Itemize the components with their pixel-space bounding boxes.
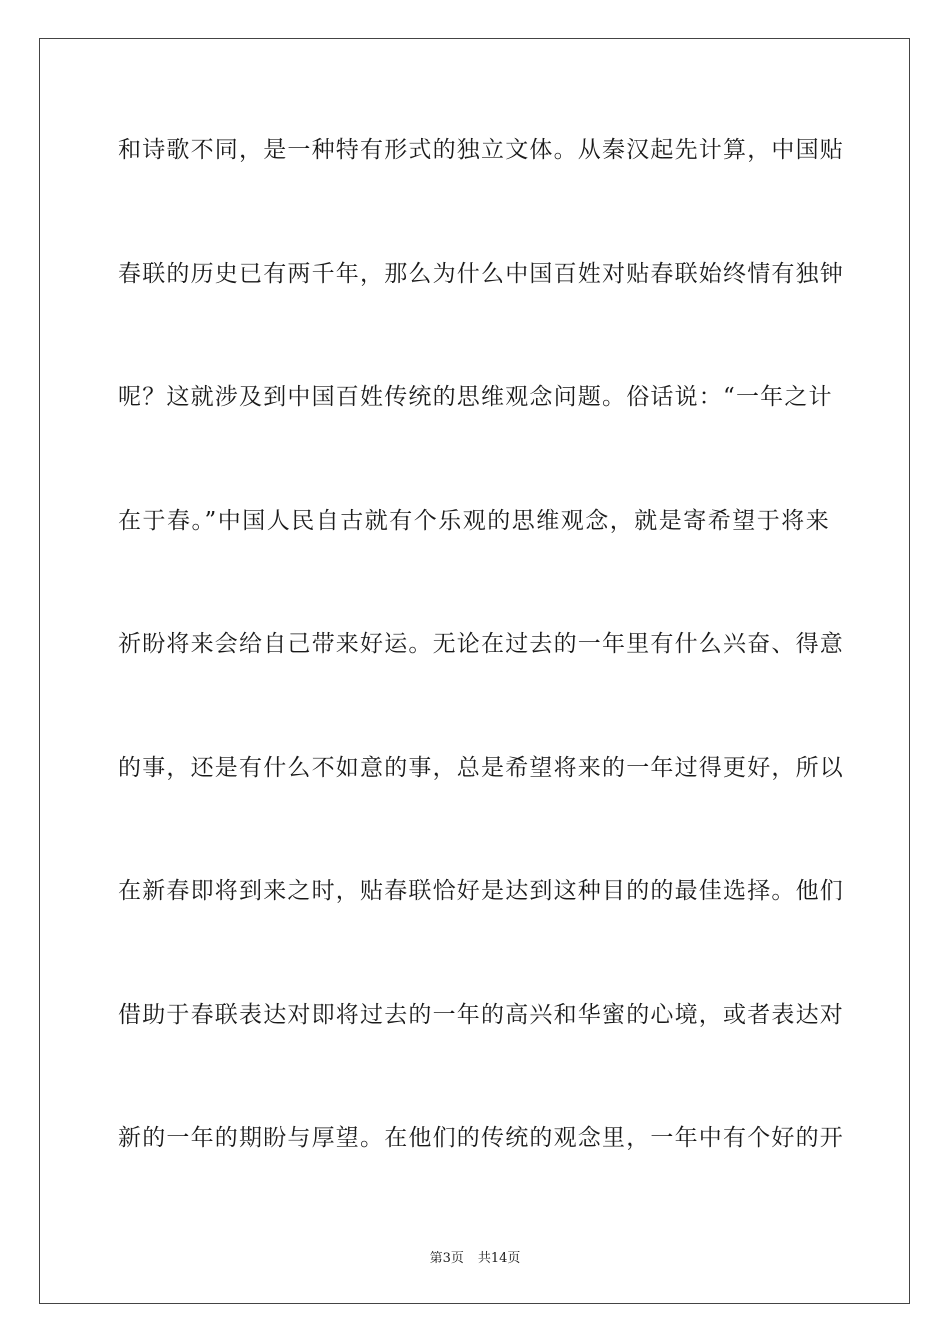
page-total: 共14页 [477,1251,521,1266]
text-line: 祈盼将来会给自己带来好运。无论在过去的一年里有什么兴奋、得意 [118,631,844,657]
text-line: 和诗歌不同，是一种特有形式的独立文体。从秦汉起先计算，中国贴 [118,137,844,163]
text-line: 的事，还是有什么不如意的事，总是希望将来的一年过得更好，所以 [118,754,844,781]
text-line: 呢？这就涉及到中国百姓传统的思维观念问题。俗话说：“一年之计 [118,384,833,410]
text-line: 借助于春联表达对即将过去的一年的高兴和华蜜的心境，或者表达对 [118,1001,844,1028]
text-line: 在于春。”中国人民自古就有个乐观的思维观念，就是寄希望于将来 [118,507,830,534]
text-line: 新的一年的期盼与厚望。在他们的传统的观念里，一年中有个好的开 [118,1125,844,1151]
text-line: 在新春即将到来之时，贴春联恰好是达到这种目的的最佳选择。他们 [118,878,844,904]
text-line: 春联的历史已有两千年，那么为什么中国百姓对贴春联始终情有独钟 [118,260,844,287]
page-footer [0,1247,950,1266]
page-number: 第3页 [429,1251,464,1266]
body-text [118,120,844,1232]
